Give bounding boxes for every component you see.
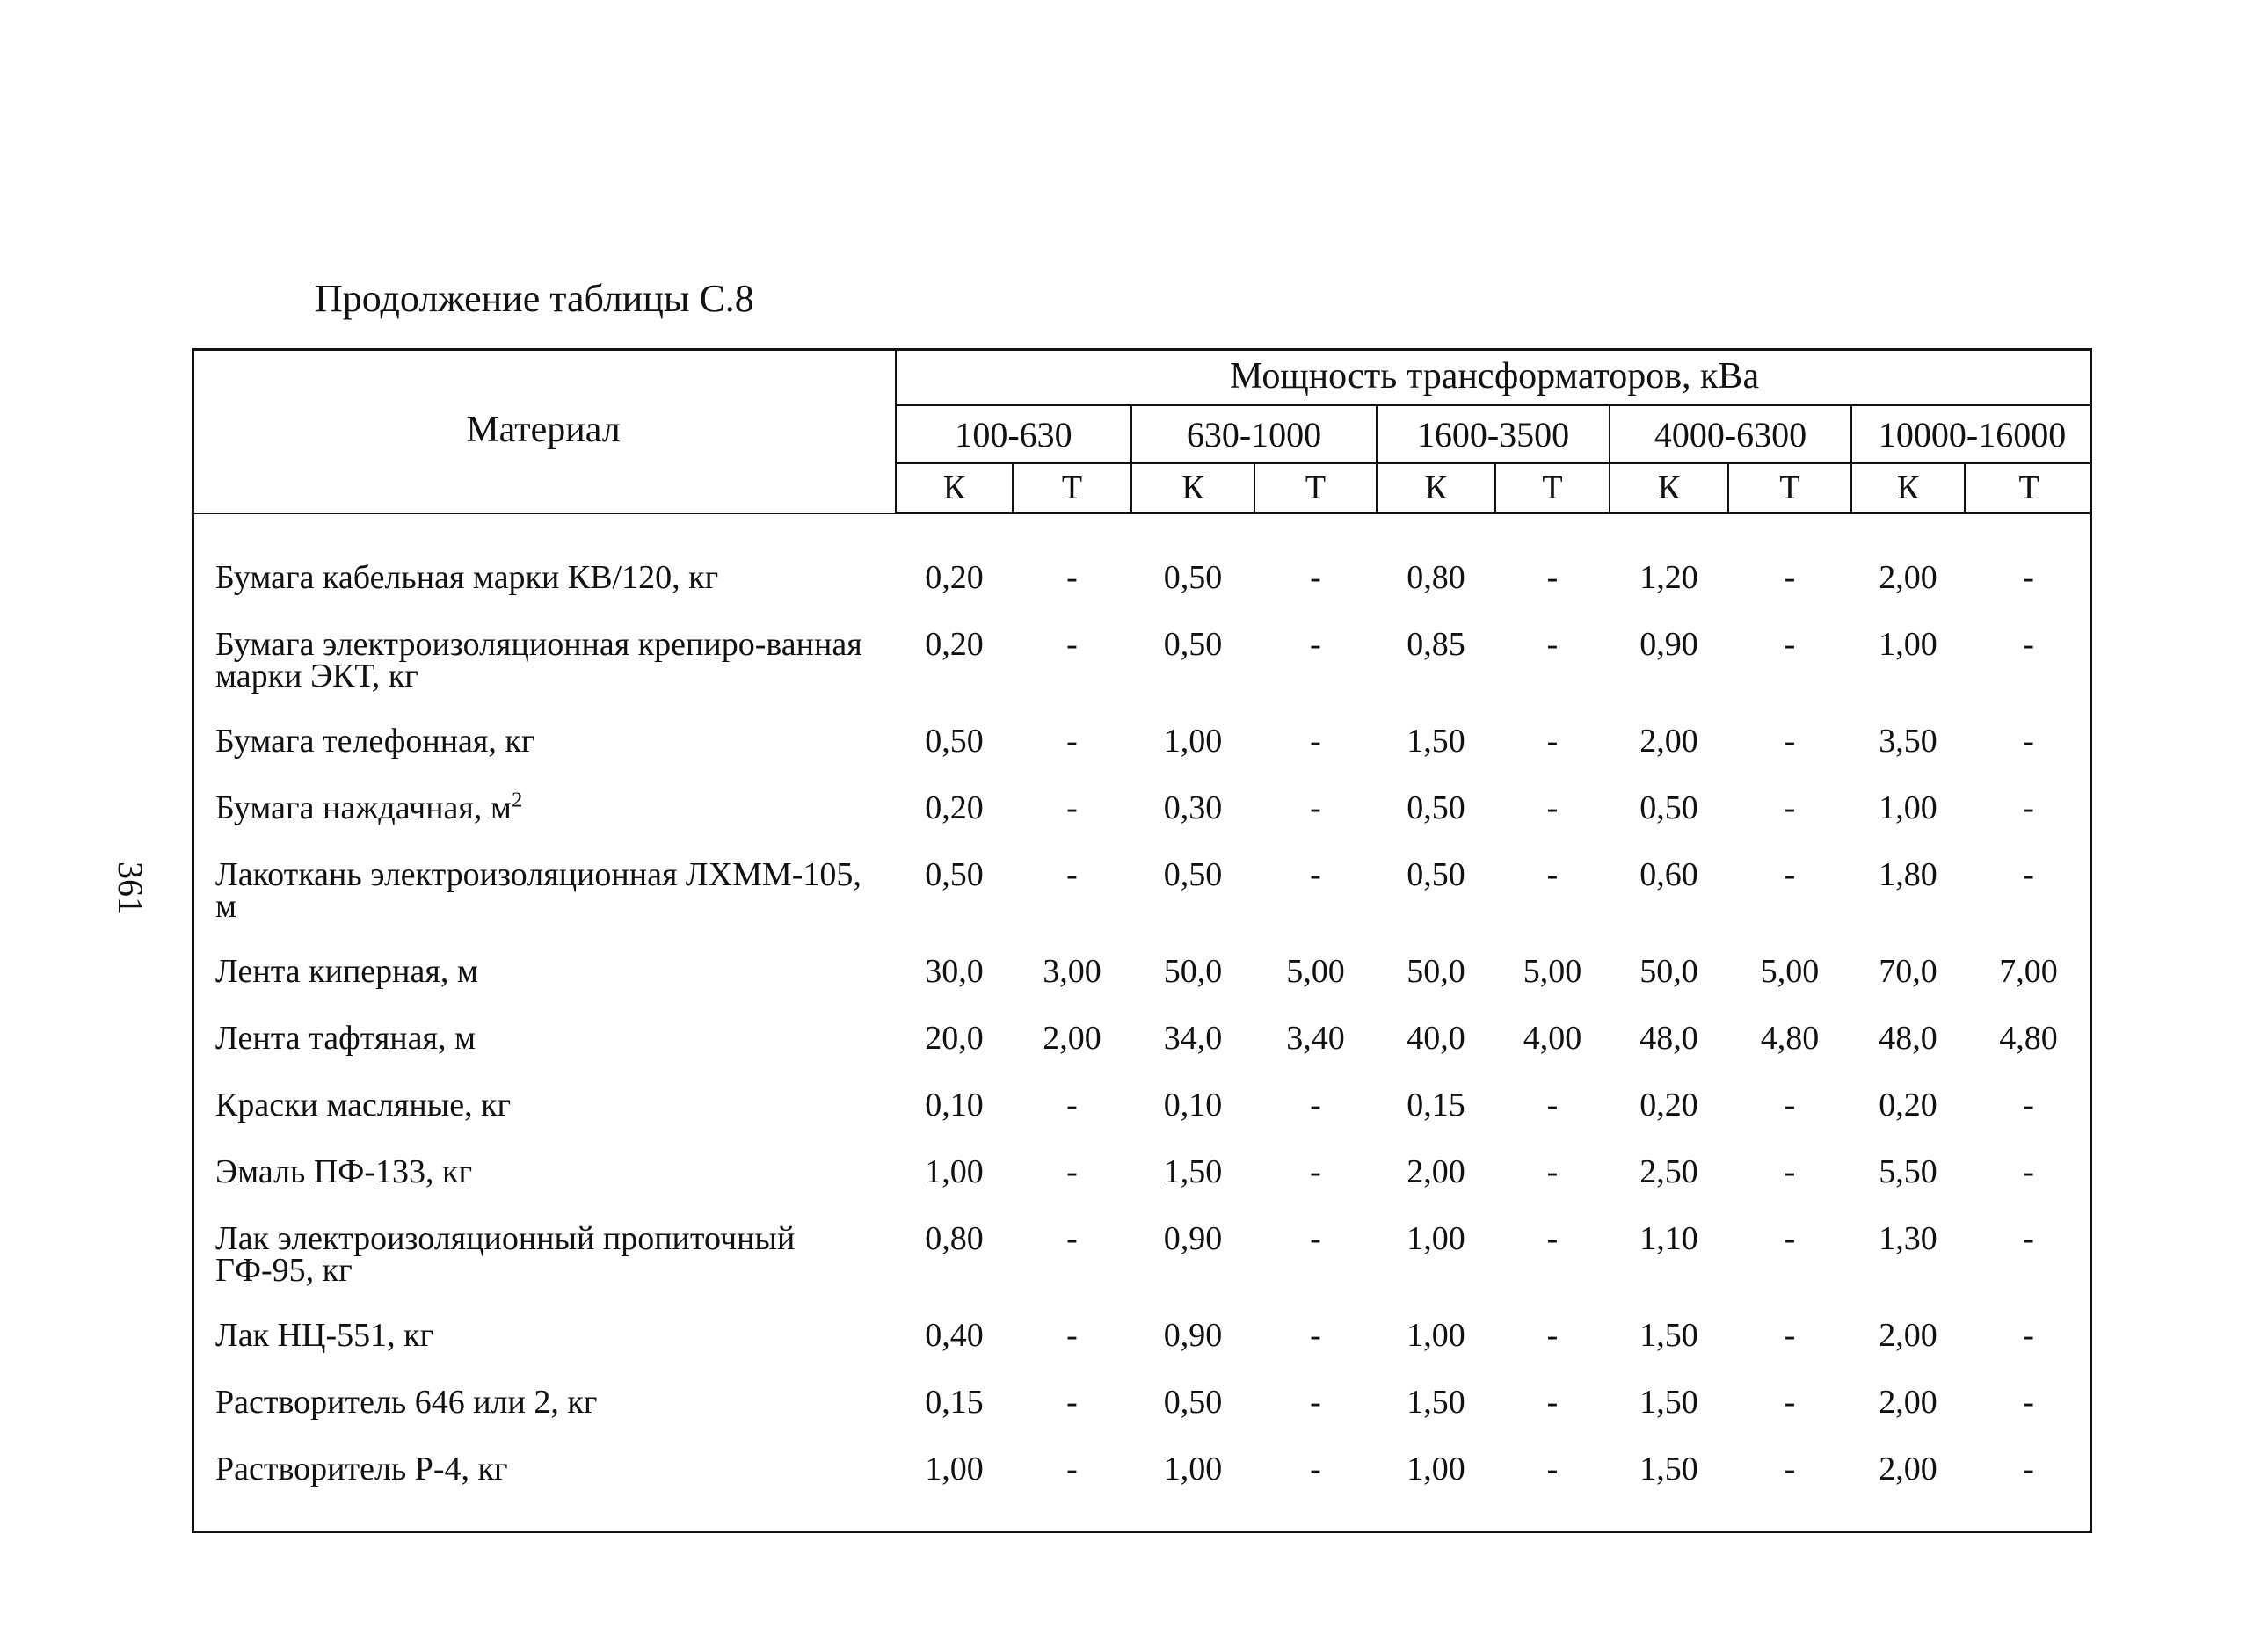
value-k-cell: 2,50 (1639, 1153, 1698, 1190)
value-k-cell: 1,00 (925, 1451, 984, 1487)
material-name-text: Бумага телефонная, кг (215, 723, 535, 760)
sub-header-t: Т (1254, 463, 1377, 513)
value-k-cell: 50,0 (1639, 953, 1698, 990)
material-name (192, 1207, 896, 1304)
table-body (192, 513, 2092, 1509)
material-column-header: Материал (192, 348, 896, 513)
value-t-cell: - (1784, 856, 1796, 893)
value-t-cell: - (1784, 1317, 1796, 1354)
value-t-cell: - (1546, 1451, 1559, 1487)
value-t-cell: - (1546, 1384, 1559, 1421)
value-t-cell: - (2023, 1220, 2034, 1257)
material-name-text: Бумага электроизоляционная крепиро-ванная марки ЭКТ, кг (215, 626, 862, 695)
value-k-cell: 1,50 (1407, 723, 1465, 760)
value-t-cell: - (1310, 723, 1321, 760)
value-k-cell: 50,0 (1163, 953, 1223, 990)
value-t-cell: - (2023, 789, 2034, 826)
value-t-cell: - (2023, 1087, 2034, 1124)
material-name-text: Растворитель Р-4, кг (215, 1451, 508, 1487)
table-row (192, 613, 2092, 709)
value-k-cell: 1,10 (1639, 1220, 1698, 1257)
range-header: 4000-6300 (1610, 405, 1851, 463)
value-k-cell: 50,0 (1407, 953, 1465, 990)
material-name-text: Лента киперная, м (215, 953, 478, 990)
value-t-cell: - (1310, 626, 1321, 663)
value-t-cell: - (1066, 1384, 1078, 1421)
value-k-cell: 30,0 (925, 953, 984, 990)
value-t-cell: - (1310, 856, 1321, 893)
sub-header-k: К (1131, 463, 1254, 513)
material-name (192, 613, 896, 709)
value-t-cell: - (1066, 559, 1078, 596)
table-row (192, 1073, 2092, 1140)
material-name (192, 940, 896, 1007)
sub-header-t: Т (1965, 463, 2092, 513)
value-k-cell: 0,10 (925, 1087, 984, 1124)
value-k-cell: 48,0 (1639, 1020, 1698, 1057)
table-row (192, 1007, 2092, 1073)
value-t-cell: - (2023, 723, 2034, 760)
value-k-cell: 0,80 (925, 1220, 984, 1257)
value-t-cell: - (1066, 856, 1078, 893)
range-header: 630-1000 (1131, 405, 1377, 463)
value-k-cell: 1,80 (1879, 856, 1937, 893)
unit-superscript: 2 (511, 788, 523, 812)
value-t-cell: - (1546, 626, 1559, 663)
value-k-cell: 0,50 (925, 856, 984, 893)
value-k-cell: 1,50 (1639, 1317, 1698, 1354)
value-k-cell: 0,20 (925, 626, 984, 663)
value-k-cell: 34,0 (1163, 1020, 1223, 1057)
value-t-cell: - (1784, 723, 1796, 760)
value-t-cell: - (2023, 559, 2034, 596)
value-k-cell: 5,50 (1879, 1153, 1937, 1190)
value-k-cell: 1,00 (1407, 1220, 1465, 1257)
value-t-cell: - (1546, 559, 1559, 596)
materials-table (192, 348, 2092, 1508)
value-t-cell: 5,00 (1760, 953, 1820, 990)
material-name (192, 1371, 896, 1437)
value-k-cell: 0,10 (1163, 1087, 1223, 1124)
value-k-cell: 20,0 (925, 1020, 984, 1057)
material-name-text: Бумага кабельная марки КВ/120, кг (215, 559, 719, 596)
material-name-text: Краски масляные, кг (215, 1087, 512, 1124)
value-k-cell: 1,30 (1879, 1220, 1937, 1257)
material-name (192, 843, 896, 940)
table-row (192, 843, 2092, 940)
table-row (192, 546, 2092, 613)
value-t-cell: - (1066, 1087, 1078, 1124)
sub-header-k: К (1377, 463, 1495, 513)
value-t-cell: - (1310, 1220, 1321, 1257)
value-k-cell: 0,20 (1879, 1087, 1937, 1124)
value-k-cell: 3,50 (1879, 723, 1937, 760)
table-row (192, 776, 2092, 843)
value-t-cell: - (1784, 1087, 1796, 1124)
value-k-cell: 1,50 (1407, 1384, 1465, 1421)
table-row (192, 1371, 2092, 1437)
range-header: 100-630 (896, 405, 1131, 463)
value-t-cell: 4,80 (1999, 1020, 2058, 1057)
value-k-cell: 1,00 (1407, 1317, 1465, 1354)
value-k-cell: 1,50 (1639, 1451, 1698, 1487)
value-t-cell: - (1784, 1384, 1796, 1421)
material-name-text: Бумага наждачная, м (215, 789, 512, 826)
value-k-cell: 0,20 (925, 789, 984, 826)
value-k-cell: 0,20 (1639, 1087, 1698, 1124)
value-t-cell: 4,80 (1760, 1020, 1820, 1057)
material-name (192, 709, 896, 776)
value-k-cell: 2,00 (1879, 1317, 1937, 1354)
sub-header-k: К (1851, 463, 1965, 513)
value-t-cell: - (1066, 723, 1078, 760)
value-k-cell: 0,50 (1163, 856, 1223, 893)
value-k-cell: 0,50 (1407, 856, 1465, 893)
material-name-text: Лента тафтяная, м (215, 1020, 476, 1057)
value-t-cell: - (1546, 1153, 1559, 1190)
material-name-text: Эмаль ПФ-133, кг (215, 1153, 473, 1190)
value-k-cell: 0,85 (1407, 626, 1465, 663)
value-k-cell: 2,00 (1879, 1384, 1937, 1421)
value-k-cell: 1,50 (1163, 1153, 1223, 1190)
value-t-cell: - (1784, 1153, 1796, 1190)
value-t-cell: - (1310, 1384, 1321, 1421)
value-t-cell: - (1066, 626, 1078, 663)
material-name (192, 1437, 896, 1508)
value-k-cell: 48,0 (1879, 1020, 1937, 1057)
value-t-cell: - (1310, 1153, 1321, 1190)
value-k-cell: 2,00 (1879, 559, 1937, 596)
table-row (192, 940, 2092, 1007)
value-t-cell: 5,00 (1523, 953, 1582, 990)
table-row (192, 1437, 2092, 1508)
material-name (192, 1140, 896, 1207)
value-k-cell: 0,80 (1407, 559, 1465, 596)
material-name (192, 1007, 896, 1073)
table-row (192, 1207, 2092, 1304)
material-name-text: Растворитель 646 или 2, кг (215, 1384, 598, 1421)
value-k-cell: 0,50 (1163, 1384, 1223, 1421)
value-k-cell: 2,00 (1639, 723, 1698, 760)
sub-header-t: Т (1013, 463, 1131, 513)
value-t-cell: - (1784, 1451, 1796, 1487)
material-name (192, 546, 896, 613)
sub-header-t: Т (1495, 463, 1610, 513)
value-k-cell: 0,50 (1639, 789, 1698, 826)
sub-header-k: К (1610, 463, 1728, 513)
value-k-cell: 1,00 (1163, 723, 1223, 760)
material-name-text: Лакоткань электроизоляционная ЛХММ-105, м (215, 856, 861, 925)
value-k-cell: 0,15 (925, 1384, 984, 1421)
material-name (192, 1073, 896, 1140)
material-name (192, 1304, 896, 1371)
material-name-text: Лак электроизоляционный пропиточный ГФ-95, кг (215, 1220, 796, 1289)
value-t-cell: - (2023, 1317, 2034, 1354)
value-k-cell: 0,40 (925, 1317, 984, 1354)
value-t-cell: - (1546, 1317, 1559, 1354)
range-header: 1600-3500 (1377, 405, 1610, 463)
value-t-cell: - (1310, 559, 1321, 596)
value-t-cell: 3,00 (1043, 953, 1101, 990)
value-k-cell: 2,00 (1407, 1153, 1465, 1190)
value-t-cell: - (1310, 1087, 1321, 1124)
value-k-cell: 1,20 (1639, 559, 1698, 596)
table-row (192, 1140, 2092, 1207)
value-t-cell: 7,00 (1999, 953, 2058, 990)
sub-header-t: Т (1728, 463, 1851, 513)
value-t-cell: 3,40 (1286, 1020, 1345, 1057)
value-t-cell: - (1066, 789, 1078, 826)
value-t-cell: - (1784, 559, 1796, 596)
value-t-cell: - (1066, 1451, 1078, 1487)
value-k-cell: 0,50 (925, 723, 984, 760)
value-t-cell: - (2023, 626, 2034, 663)
value-t-cell: - (1310, 1451, 1321, 1487)
table-caption: Продолжение таблицы С.8 (315, 277, 754, 320)
page-number: 361 (111, 862, 150, 914)
value-k-cell: 0,50 (1163, 559, 1223, 596)
value-k-cell: 0,20 (925, 559, 984, 596)
value-t-cell: - (1784, 789, 1796, 826)
value-t-cell: 2,00 (1043, 1020, 1101, 1057)
value-k-cell: 0,15 (1407, 1087, 1465, 1124)
value-k-cell: 1,00 (1879, 626, 1937, 663)
value-t-cell: - (1546, 723, 1559, 760)
value-k-cell: 0,50 (1407, 789, 1465, 826)
value-k-cell: 0,90 (1163, 1317, 1223, 1354)
value-t-cell: 4,00 (1523, 1020, 1582, 1057)
value-t-cell: - (1066, 1153, 1078, 1190)
sub-header-k: К (896, 463, 1013, 513)
power-header: Мощность трансформаторов, кВа (896, 348, 2092, 405)
value-k-cell: 1,50 (1639, 1384, 1698, 1421)
value-k-cell: 1,00 (1163, 1451, 1223, 1487)
spacer-row (192, 513, 2092, 547)
value-k-cell: 2,00 (1879, 1451, 1937, 1487)
value-k-cell: 0,50 (1163, 626, 1223, 663)
value-k-cell: 1,00 (1407, 1451, 1465, 1487)
value-t-cell: - (1310, 1317, 1321, 1354)
material-name-text: Лак НЦ-551, кг (215, 1317, 434, 1354)
value-t-cell: - (2023, 856, 2034, 893)
value-t-cell: - (2023, 1384, 2034, 1421)
value-t-cell: - (2023, 1153, 2034, 1190)
value-t-cell: - (1784, 626, 1796, 663)
value-k-cell: 1,00 (925, 1153, 984, 1190)
value-t-cell: - (1546, 789, 1559, 826)
value-k-cell: 0,60 (1639, 856, 1698, 893)
value-t-cell: - (2023, 1451, 2034, 1487)
value-k-cell: 0,30 (1163, 789, 1223, 826)
value-t-cell: - (1546, 856, 1559, 893)
table-row (192, 1304, 2092, 1371)
value-k-cell: 0,90 (1639, 626, 1698, 663)
value-k-cell: 70,0 (1879, 953, 1937, 990)
material-name (192, 776, 896, 843)
value-t-cell: - (1310, 789, 1321, 826)
value-t-cell: - (1546, 1220, 1559, 1257)
value-k-cell: 0,90 (1163, 1220, 1223, 1257)
value-t-cell: - (1066, 1317, 1078, 1354)
value-t-cell: - (1066, 1220, 1078, 1257)
range-header: 10000-16000 (1851, 405, 2092, 463)
value-k-cell: 1,00 (1879, 789, 1937, 826)
value-t-cell: - (1546, 1087, 1559, 1124)
value-t-cell: 5,00 (1286, 953, 1345, 990)
value-t-cell: - (1784, 1220, 1796, 1257)
table-row (192, 709, 2092, 776)
value-k-cell: 40,0 (1407, 1020, 1465, 1057)
